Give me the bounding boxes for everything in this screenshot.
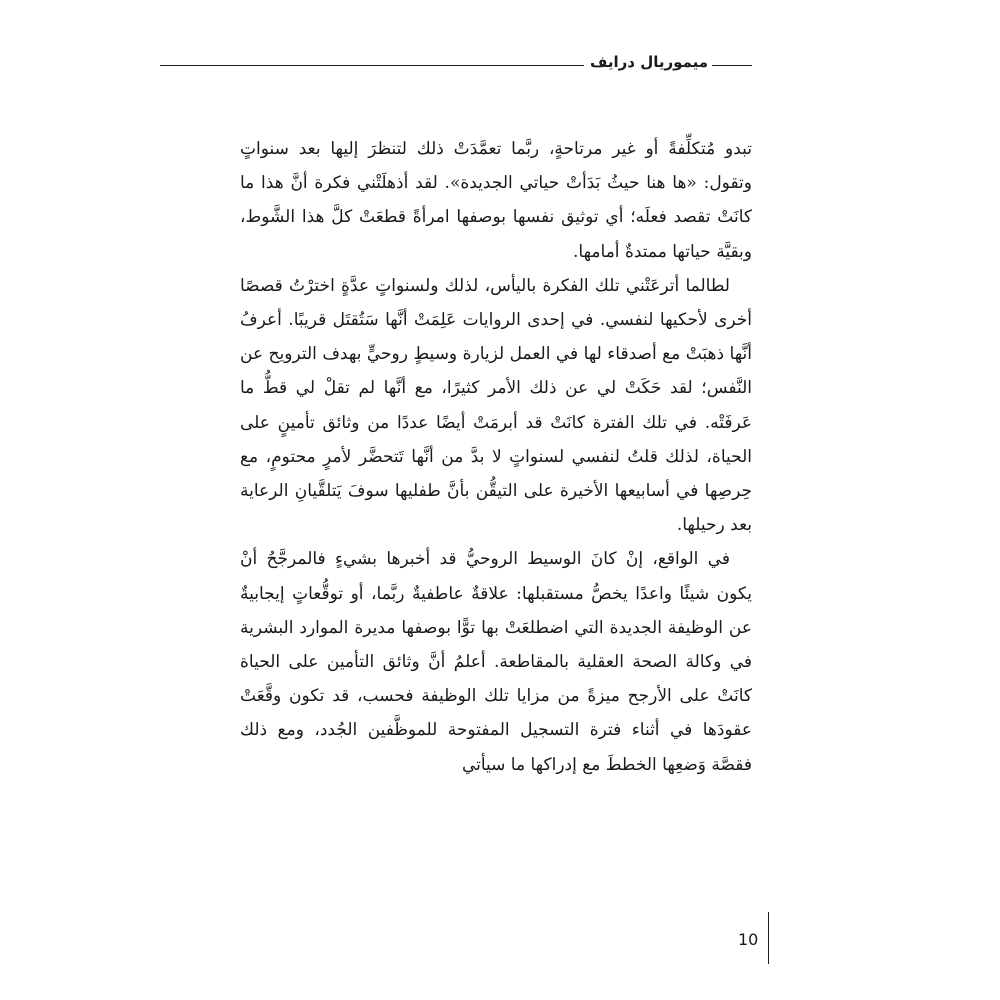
running-header	[160, 50, 752, 74]
paragraph-2: لطالما أترعَتْني تلك الفكرة باليأس، لذلك ولسنواتٍ عدَّةٍ اخترْتُ قصصًا أخرى لأحكيها لنفسي. في إحدى الروايات عَلِمَتْ أنَّها سَتُقتَل قريبًا. أعرفُ أنَّها ذهبَتْ مع أصدقاء لها في العمل لزيارة وسيطٍ روحيٍّ بهدف الترويح عن النَّفس؛ لقد حَكَتْ لي عن ذلك الأمر كثيرًا، مع أنَّها لم تقلْ لي قطُّ ما عَرفَتْه. في تلك الفترة كانَتْ قد أبرمَتْ أيضًا عددًا من وثائق تأمينٍ على الحياة، لذلك قلتُ لنفسي لسنواتٍ لا بدَّ من أنَّها تَتحضَّر لأمرٍ محتومٍ، مع حِرصِها في أسابيعها الأخيرة على التيقُّن بأنَّ طفليها سوفَ يَتلقَّيانِ الرعاية بعد رحيلها.	[240, 275, 752, 536]
page-number-rule	[768, 912, 769, 964]
paragraph-1: تبدو مُتكلِّفةً أو غير مرتاحةٍ، ربَّما تعمَّدَتْ ذلك لتنظرَ إليها بعد سنواتٍ وتقول: «ها هنا حيثُ بَدَأتْ حياتي الجديدة». لقد أذهلَتْني فكرة أنَّ هذا ما كانَتْ تقصد فعلَه؛ أي توثيق نفسها بوصفها امرأةً قطعَتْ كلَّ هذا الشَّوط، وبقيَّة حياتها ممتدةٌ أمامها.	[240, 139, 752, 262]
body-text	[240, 132, 752, 782]
header-title: ميموريال درايف	[590, 53, 708, 71]
header-rule-left	[160, 65, 584, 66]
header-rule-right	[712, 65, 752, 66]
page-number: 10	[738, 930, 759, 949]
paragraph-3: في الواقع، إنْ كانَ الوسيط الروحيُّ قد أخبرها بشيءٍ فالمرجَّحُ أنْ يكون شيئًا واعدًا يخصُّ مستقبلها: علاقةٌ عاطفيةٌ ربَّما، أو توقُّعاتٍ إيجابيةٌ عن الوظيفة الجديدة التي اضطلعَتْ بها توًّا بوصفها مديرة الموارد البشرية في وكالة الصحة العقلية بالمقاطعة. أعلمُ أنَّ وثائق التأمين على الحياة كانَتْ على الأرجح ميزةً من مزايا تلك الوظيفة فحسب، قد تكون وقَّعَتْ عقودَها في أثناء فترة التسجيل المفتوحة للموظَّفين الجُدد، ومع ذلك فقصَّة وَضعِها الخططَ مع إدراكها ما سيأتي	[240, 549, 752, 775]
